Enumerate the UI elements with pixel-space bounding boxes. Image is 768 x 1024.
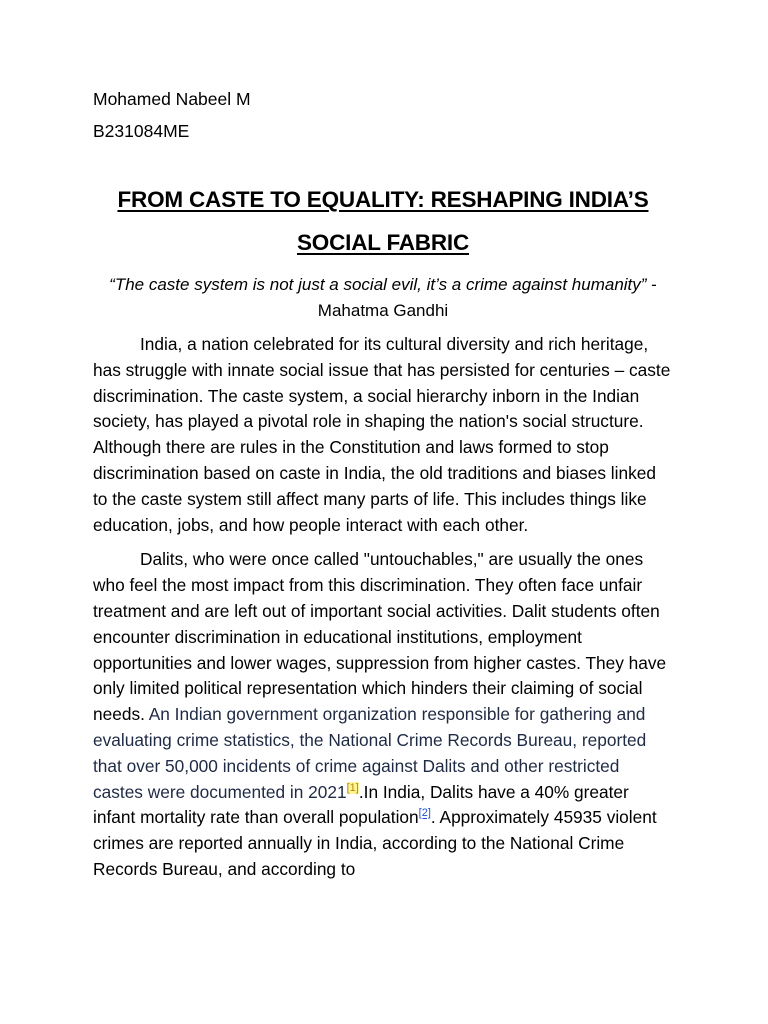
roll-number: B231084ME bbox=[93, 121, 190, 141]
document-page bbox=[93, 86, 673, 883]
paragraph-dalits-text-4: . Approximately 45935 violent crimes are reported annually in India, according to the National Crime Records Bureau, and according to bbox=[93, 807, 657, 879]
quote-text: “The caste system is not just a social evil, it’s a crime against humanity” bbox=[109, 275, 647, 294]
epigraph-quote bbox=[93, 272, 673, 324]
footnote-ref-1[interactable]: [1] bbox=[346, 781, 359, 794]
document-title: FROM CASTE TO EQUALITY: RESHAPING INDIA’S SOCIAL FABRIC bbox=[117, 187, 649, 255]
quote-attribution: -Mahatma Gandhi bbox=[317, 275, 657, 320]
paragraph-dalits-text-3: .In India, Dalits have a 40% greater infant mortality rate than overall population bbox=[93, 781, 629, 828]
paragraph-intro: India, a nation celebrated for its cultural diversity and rich heritage, has struggle with innate social issue that has persisted for centuries – caste discrimination. The caste system, a social hierarchy inborn in the Indian society, has played a pivotal role in shaping the nation's social structure. Although there are rules in the Constitution and laws formed to stop discrimination based on caste in India, the old traditions and biases linked to the caste system still affect many parts of life. This includes things like education, jobs, and how people interact with each other. bbox=[93, 334, 671, 535]
author-name: Mohamed Nabeel M bbox=[93, 89, 251, 109]
paragraph-dalits-text-1: Dalits, who were once called "untouchables," are usually the ones who feel the most impact from this discrimination. They often face unfair treatment and are left out of important social activities. Dalit students often encounter discrimination in educational institutions, employment opportunities and lower wages, suppression from higher castes. They have only limited political representation which hinders their claiming of social needs. bbox=[93, 549, 667, 725]
paragraph-dalits bbox=[93, 547, 673, 882]
paragraph-dalits-text-2: An Indian government organization responsible for gathering and evaluating crime statistics, the National Crime Records Bureau, reported that over 50,000 incidents of crime against Dalits and other restricted castes were documented in 2021 bbox=[93, 704, 647, 802]
footnote-ref-2[interactable]: [2] bbox=[418, 807, 431, 820]
